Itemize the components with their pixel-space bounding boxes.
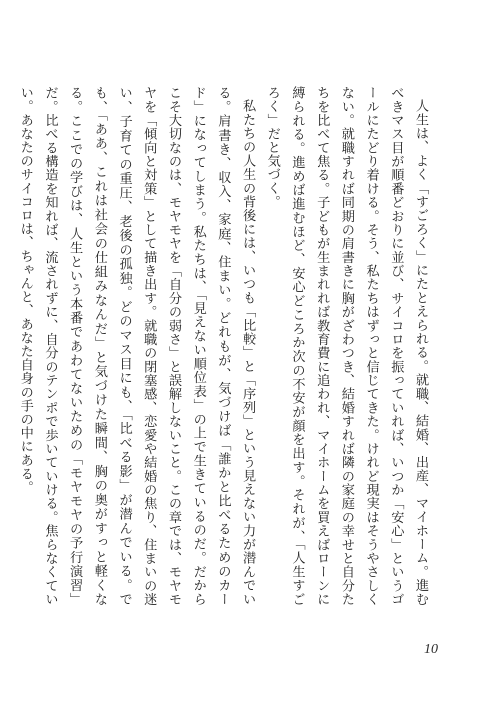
paragraph-1: 人生は、よく「すごろく」にたとえられる。就職、結婚、出産、マイホーム。進むべきマス目が順番どおりに並び、サイコロを振っていれば、いつか「安心」というゴールにたどり着ける。そう、私たちはずっと信じてきた。けれど現実はそうやさしくない。就職すれば同期の肩書きに胸がざわつき、結婚すれば隣の家庭の幸せと自分たちを比べて焦る。子どもが生まれれば教育費に追われ、マイホームを買えばローンに縛られる。進めば進むほど、安心どころか次の不安が顔を出す。それが、「人生すごろく」だと気づく。 [264,86,428,606]
page-number: 10 [424,642,438,657]
body-text [12,86,432,606]
paragraph-2: 私たちの人生の背後には、いつも「比較」と「序列」という見えない力が潜んでいる。肩書き、収入、家庭、住まい。どれもが、気づけば「誰かと比べるためのカード」になってしまう。私たちは、「見えない順位表」の上で生きているのだ。だからこそ大切なのは、モヤモヤを「自分の弱さ」と誤解しないこと。この章では、モヤモヤを「傾向と対策」として描き出す。就職の閉塞感、恋愛や結婚の焦り、住まいの迷い、子育ての重圧、老後の孤独。どのマス目にも、「比べる影」が潜んでいる。でも、「ああ、これは社会の仕組みなんだ」と気づけた瞬間、胸の奥がすっと軽くなる。ここでの学びは、人生という本番であわてないための「モヤモヤの予行演習」だ。比べる構造を知れば、流されずに、自分のテンポで歩いていける。焦らなくていい。あなたのサイコロは、ちゃんと、あなた自身の手の中にある。 [17,86,256,606]
